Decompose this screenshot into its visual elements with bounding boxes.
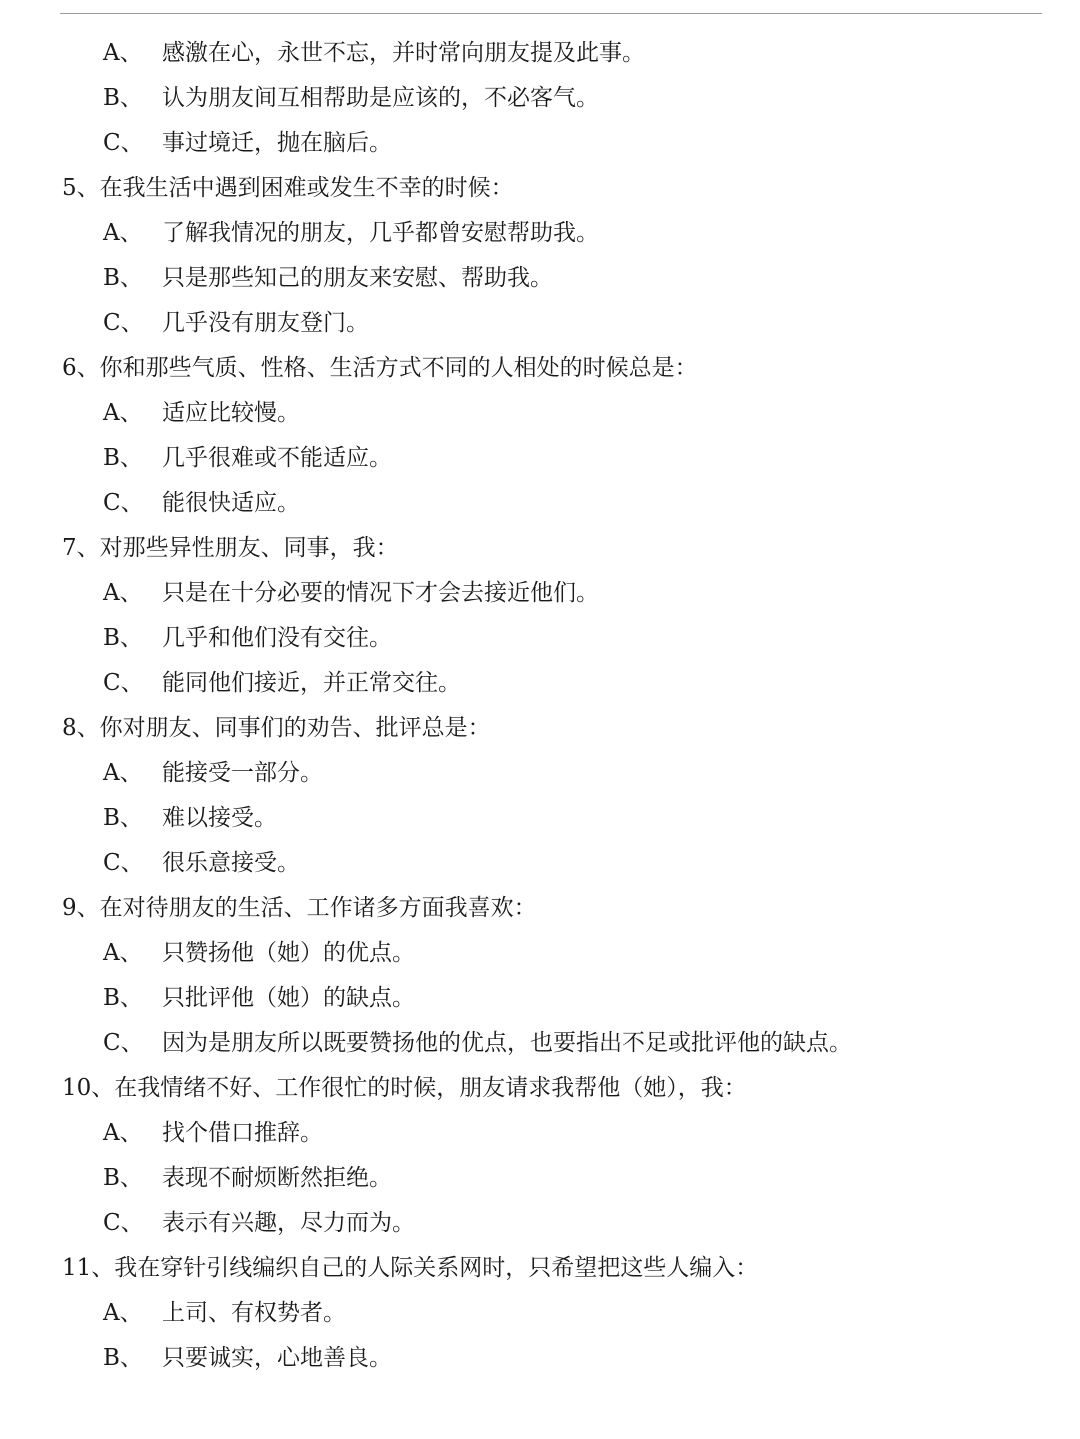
option-letter: C、 [103, 670, 144, 696]
option-letter: A、 [103, 580, 143, 606]
option-text: 几乎和他们没有交往。 [162, 625, 392, 651]
question-10: 10、在我情绪不好、工作很忙的时候，朋友请求我帮他（她），我： [62, 1075, 747, 1101]
option-row [0, 121, 1080, 166]
option-letter: A、 [103, 1120, 143, 1146]
option-row [0, 211, 1080, 256]
option-letter: A、 [103, 940, 143, 966]
option-letter: B、 [103, 1165, 143, 1191]
option-row [0, 481, 1080, 526]
option-letter: B、 [103, 985, 143, 1011]
option-text: 几乎没有朋友登门。 [162, 310, 369, 336]
option-text: 只要诚实，心地善良。 [162, 1345, 392, 1371]
option-text: 只批评他（她）的缺点。 [162, 985, 415, 1011]
header-rule [60, 13, 1042, 14]
option-text: 了解我情况的朋友，几乎都曾安慰帮助我。 [162, 220, 599, 246]
option-row [0, 661, 1080, 706]
option-letter: B、 [103, 1345, 143, 1371]
option-row [0, 436, 1080, 481]
question-7: 7、对那些异性朋友、同事，我： [62, 535, 399, 561]
option-text: 几乎很难或不能适应。 [162, 445, 392, 471]
option-row [0, 256, 1080, 301]
option-text: 因为是朋友所以既要赞扬他的优点，也要指出不足或批评他的缺点。 [162, 1030, 852, 1056]
option-row [0, 841, 1080, 886]
question-5: 5、在我生活中遇到困难或发生不幸的时候： [62, 175, 514, 201]
option-letter: C、 [103, 1210, 144, 1236]
option-text: 认为朋友间互相帮助是应该的，不必客气。 [162, 85, 599, 111]
option-letter: C、 [103, 310, 144, 336]
option-letter: A、 [103, 400, 143, 426]
option-row [0, 1111, 1080, 1156]
option-text: 只是在十分必要的情况下才会去接近他们。 [162, 580, 599, 606]
questionnaire-body [0, 31, 1080, 1381]
option-row [0, 976, 1080, 1021]
option-letter: A、 [103, 40, 143, 66]
option-text: 只赞扬他（她）的优点。 [162, 940, 415, 966]
option-letter: B、 [103, 805, 143, 831]
question-6: 6、你和那些气质、性格、生活方式不同的人相处的时候总是： [62, 355, 698, 381]
option-text: 能接受一部分。 [162, 760, 323, 786]
option-row [0, 751, 1080, 796]
option-letter: A、 [103, 1300, 143, 1326]
option-text: 感激在心，永世不忘，并时常向朋友提及此事。 [162, 40, 645, 66]
option-text: 只是那些知己的朋友来安慰、帮助我。 [162, 265, 553, 291]
option-letter: A、 [103, 220, 143, 246]
option-text: 适应比较慢。 [162, 400, 300, 426]
option-row [0, 1291, 1080, 1336]
option-text: 表示有兴趣，尽力而为。 [162, 1210, 415, 1236]
option-text: 能很快适应。 [162, 490, 300, 516]
option-letter: C、 [103, 490, 144, 516]
option-text: 找个借口推辞。 [162, 1120, 323, 1146]
option-row [0, 76, 1080, 121]
option-letter: C、 [103, 1030, 144, 1056]
option-row [0, 796, 1080, 841]
option-row [0, 931, 1080, 976]
option-text: 难以接受。 [162, 805, 277, 831]
option-row [0, 1156, 1080, 1201]
option-letter: B、 [103, 85, 143, 111]
option-text: 能同他们接近，并正常交往。 [162, 670, 461, 696]
option-row [0, 1201, 1080, 1246]
option-text: 事过境迁，抛在脑后。 [162, 130, 392, 156]
option-text: 上司、有权势者。 [162, 1300, 346, 1326]
option-row [0, 301, 1080, 346]
question-9: 9、在对待朋友的生活、工作诸多方面我喜欢： [62, 895, 537, 921]
option-letter: B、 [103, 265, 143, 291]
option-row [0, 31, 1080, 76]
option-letter: C、 [103, 130, 144, 156]
question-11: 11、我在穿针引线编织自己的人际关系网时，只希望把这些人编入： [62, 1255, 759, 1281]
option-text: 很乐意接受。 [162, 850, 300, 876]
option-row [0, 616, 1080, 661]
option-row [0, 391, 1080, 436]
option-letter: B、 [103, 625, 143, 651]
question-8: 8、你对朋友、同事们的劝告、批评总是： [62, 715, 491, 741]
option-row [0, 1336, 1080, 1381]
option-letter: A、 [103, 760, 143, 786]
option-text: 表现不耐烦断然拒绝。 [162, 1165, 392, 1191]
option-letter: B、 [103, 445, 143, 471]
option-row [0, 571, 1080, 616]
option-row [0, 1021, 1080, 1066]
option-letter: C、 [103, 850, 144, 876]
